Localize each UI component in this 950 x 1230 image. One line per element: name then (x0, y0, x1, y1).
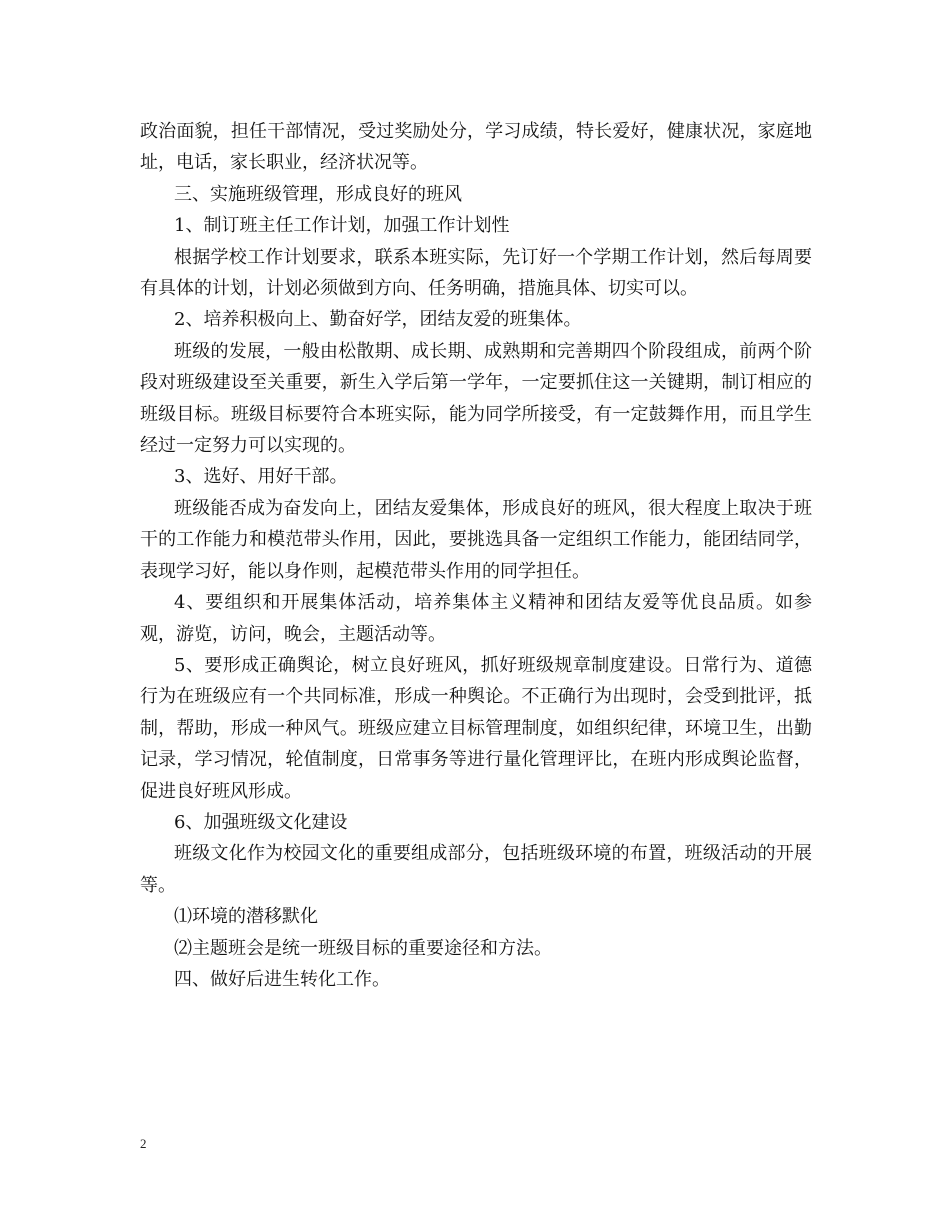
subheading-5: 5、要形成正确舆论，树立良好班风，抓好班级规章制度建设。日常行为、道德行为在班级应有一个共同标准，形成一种舆论。不正确行为出现时，会受到批评，抵制，帮助，形成一种风气。班级应建立目标管理制度，如组织纪律，环境卫生，出勤记录，学习情况，轮值制度，日常事务等进行量化管理评比，在班内形成舆论监督，促进良好班风形成。 (140, 654, 812, 802)
subheading-6: 6、加强班级文化建设 (174, 811, 348, 833)
section-heading-3: 三、实施班级管理，形成良好的班风 (174, 183, 462, 205)
paragraph-plan: 根据学校工作计划要求，联系本班实际，先订好一个学期工作计划，然后每周要有具体的计划，计划必须做到方向、任务明确，措施具体、切实可以。 (140, 246, 812, 300)
paragraph-class-development: 班级的发展，一般由松散期、成长期、成熟期和完善期四个阶段组成，前两个阶段对班级建设至关重要，新生入学后第一学年，一定要抓住这一关键期，制订相应的班级目标。班级目标要符合本班实际，能为同学所接受，有一定鼓舞作用，而且学生经过一定努力可以实现的。 (140, 340, 812, 457)
paragraph-1: 政治面貌，担任干部情况，受过奖励处分，学习成绩，特长爱好，健康状况，家庭地址，电话，家长职业，经济状况等。 (140, 121, 812, 174)
subheading-4: 4、要组织和开展集体活动，培养集体主义精神和团结友爱等优良品质。如参观，游览，访问，晚会，主题活动等。 (140, 592, 812, 645)
document-body (140, 116, 812, 995)
page-number: 2 (140, 1136, 147, 1151)
subheading-3: 3、选好、用好干部。 (174, 466, 348, 488)
paragraph-class-culture: 班级文化作为校园文化的重要组成部分，包括班级环境的布置，班级活动的开展等。 (140, 843, 812, 896)
list-item-1: ⑴环境的潜移默化 (174, 906, 318, 928)
section-heading-4: 四、做好后进生转化工作。 (174, 968, 390, 990)
subheading-2: 2、培养积极向上、勤奋好学，团结友爱的班集体。 (174, 309, 582, 331)
subheading-1: 1、制订班主任工作计划，加强工作计划性 (174, 215, 510, 237)
paragraph-cadres: 班级能否成为奋发向上，团结友爱集体，形成良好的班风，很大程度上取决于班干的工作能力和模范带头作用，因此，要挑选具备一定组织工作能力，能团结同学，表现学习好，能以身作则，起模范带头作用的同学担任。 (140, 497, 812, 582)
list-item-2: ⑵主题班会是统一班级目标的重要途径和方法。 (174, 937, 552, 959)
